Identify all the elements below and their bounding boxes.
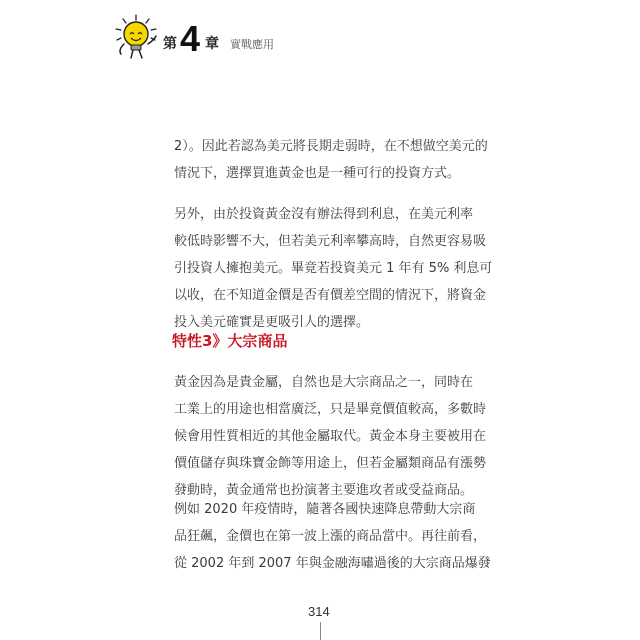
text-line: 例如 2020 年疫情時，隨著各國快速降息帶動大宗商 [174,502,476,517]
text-line: 投入美元確實是更吸引人的選擇。 [174,315,370,330]
body-paragraph [174,133,504,187]
text-line: 黃金因為是貴金屬，自然也是大宗商品之一，同時在 [174,375,474,390]
chapter-number: 4 [180,18,201,59]
body-paragraph [174,201,504,336]
body-paragraph [174,369,504,504]
chapter-suffix: 章 [205,36,219,52]
text-line: 情況下，選擇買進黃金也是一種可行的投資方式。 [174,166,461,181]
chapter-header [112,14,332,64]
text-line: 引投資人擁抱美元。畢竟若投資美元 1 年有 5% 利息可 [174,261,493,276]
chapter-title: 實戰應用 [230,38,274,51]
page-number: 314 [308,604,330,619]
section-heading: 特性3》大宗商品 [172,332,288,350]
text-line: 工業上的用途也相當廣泛，只是畢竟價值較高，多數時 [174,402,487,417]
chapter-prefix: 第 [163,36,177,52]
page-divider [320,622,321,640]
text-line: 另外，由於投資黃金沒有辦法得到利息，在美元利率 [174,207,474,222]
text-line: 2）。因此若認為美元將長期走弱時，在不想做空美元的 [174,139,488,154]
text-line: 以收，在不知道金價是否有價差空間的情況下，將資金 [174,288,487,303]
text-line: 品狂飆，金價也在第一波上漲的商品當中。再往前看， [174,529,487,544]
text-line: 發動時，黃金通常也扮演著主要進攻者或受益商品。 [174,483,474,498]
lightbulb-character-icon [112,14,160,62]
text-line: 從 2002 年到 2007 年與金融海嘯過後的大宗商品爆發 [174,556,491,571]
text-line: 較低時影響不大，但若美元利率攀高時，自然更容易吸 [174,234,487,249]
text-line: 候會用性質相近的其他金屬取代。黃金本身主要被用在 [174,429,487,444]
body-paragraph [174,496,504,577]
text-line: 價值儲存與珠寶金飾等用途上，但若金屬類商品有漲勢 [174,456,487,471]
